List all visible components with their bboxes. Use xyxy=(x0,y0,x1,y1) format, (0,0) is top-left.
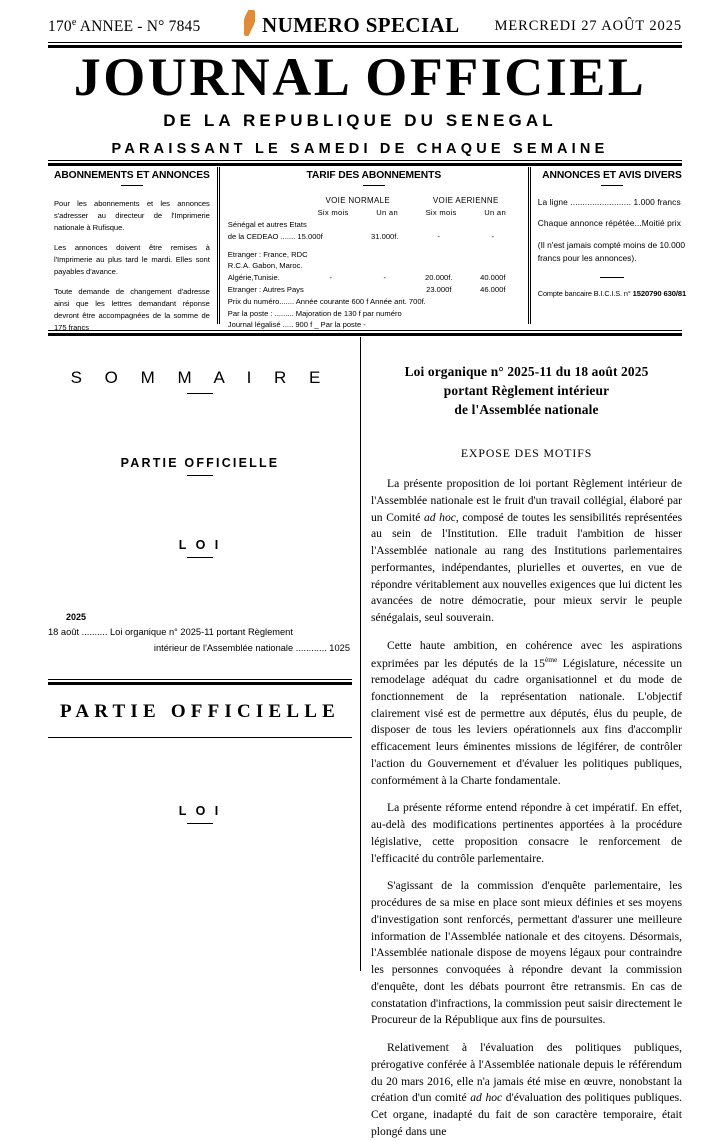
rule-below-partie-officielle xyxy=(48,737,352,738)
sommaire-entry-line2: intérieur de l'Assemblée nationale ............ 1025 xyxy=(153,643,350,654)
six-mois-label: Six mois xyxy=(317,208,349,218)
tariff-row: Etranger : Autres Pays 23.000f 46.000f xyxy=(227,284,506,294)
sommaire-dash xyxy=(187,557,213,558)
law-paragraph: S'agissant de la commission d'enquête parlementaire, les procédures de sa mise en place sont mieux définies et ses moyens d'investigation sont renforcés, permettant d'assurer une meilleure information de l'Assemblée nationale et des citoyens. Désormais, l'Assemblée nationale dispose de moyens légaux pour contraindre les personnes convoquées à répondre devant la commission d'enquête, dont les débats pourront être retransmis. En cas de constatation d'infractions, la commission peut saisir directement le Procureur de la République aux fins de poursuites. xyxy=(371,879,682,1027)
publication-title: JOURNAL OFFICIEL xyxy=(73,47,647,107)
sommaire-loi-heading: L O I xyxy=(178,538,222,552)
sommaire-entry-year: 2025 xyxy=(66,612,87,622)
sommaire-dash xyxy=(187,475,213,476)
law-paragraph: La présente proposition de loi portant Règlement intérieur de l'Assemblée nationale est le fruit d'un travail collégial, élaboré par un Comité ad hoc, composé de toutes les sensibilités représentées au sein de l'Institution. Elle traduit l'ambition de hisser l'Assemblée nationale au rang des Institutions parlementaires performantes, indépendantes, plurielles et ouvertes, en vue de répondre véritablement aux nouvelles exigences que lui dictent les avancées de notre démocratie, pour mieux servir le peuple sénégalais, seul souverain. xyxy=(371,477,682,625)
subscriptions-paragraph: Toute demande de changement d'adresse ainsi que les lettres demandant réponse devront être accompagnées de la somme de 175 francs xyxy=(54,286,210,332)
subscriptions-paragraph: Les annonces doivent être remises à l'Imprimerie au plus tard le mardi. Elles sont payables d'avance. xyxy=(54,242,210,276)
voie-normale-header: VOIE NORMALE Six mois Un an xyxy=(317,196,398,218)
sommaire-dash xyxy=(187,393,213,394)
heading-dash xyxy=(121,185,143,186)
tariff-note: Par la poste : ......... Majoration de 130 f par numéro xyxy=(227,308,402,318)
section-loi-dash xyxy=(187,823,213,824)
tariff-col-headers xyxy=(228,195,520,219)
announcements-heading: ANNONCES ET AVIS DIVERS xyxy=(542,170,682,181)
law-title-line2: portant Règlement intérieur xyxy=(443,383,610,399)
numero-special-label: NUMERO SPECIAL xyxy=(262,13,460,37)
issue-date: MERCREDI 27 AOÛT 2025 xyxy=(494,18,682,34)
tariff-row: Sénégal et autres Etats xyxy=(227,220,307,230)
sommaire-entry[interactable] xyxy=(48,610,352,657)
tariff-box xyxy=(219,167,529,330)
column-divider xyxy=(360,337,361,971)
section-loi-heading: L O I xyxy=(178,803,222,818)
rule-below-info-band xyxy=(48,330,682,336)
subscriptions-heading: ABONNEMENTS ET ANNONCES xyxy=(54,170,210,181)
tariff-row: Etranger : France, RDC xyxy=(227,249,308,259)
un-an-label: Un an xyxy=(484,208,506,218)
bank-account-line: Compte bancaire B.I.C.I.S. n° 1520790 630/81 xyxy=(537,289,687,299)
law-title xyxy=(371,362,682,419)
tariff-heading: TARIF DES ABONNEMENTS xyxy=(306,170,442,181)
rule-above-partie-officielle xyxy=(48,679,352,685)
issue-year-number: 170e ANNEE - N° 7845 xyxy=(48,17,201,36)
tariff-row: de la CEDEAO ....... 15.000f 31.000f. - - xyxy=(227,231,495,241)
slash-mark-icon xyxy=(244,10,255,36)
section-partie-officielle: PARTIE OFFICIELLE xyxy=(59,700,341,722)
tariff-table xyxy=(228,195,520,331)
sommaire-title: S O M M A I R E xyxy=(70,368,330,387)
subscriptions-box xyxy=(48,167,216,332)
law-title-line1: Loi organique n° 2025-11 du 18 août 2025 xyxy=(404,364,649,379)
info-band xyxy=(48,167,687,332)
tariff-note: Prix du numéro....... Année courante 600 f Année ant. 700f. xyxy=(227,296,426,306)
tariff-note: Journal légalisé ..... 900 f _ Par la poste - xyxy=(227,320,366,330)
numero-special-group xyxy=(244,12,460,38)
heading-dash xyxy=(601,185,623,186)
expose-des-motifs-heading: EXPOSE DES MOTIFS xyxy=(460,446,593,461)
announcements-box xyxy=(532,167,692,324)
subscriptions-paragraph: Pour les abonnements et les annonces s'adresser au directeur de l'Imprimerie nationale à Rufisque. xyxy=(54,199,210,232)
law-column xyxy=(371,340,682,1141)
law-title-line3: de l'Assemblée nationale xyxy=(454,402,599,418)
law-paragraph: Cette haute ambition, en cohérence avec les aspirations exprimées par les députés de la 15ème Législature, nécessite un remodelage adéquat du cadre organisationnel et du mode de fonctionnement de la représentation nationale. L'objectif clairement visé est de permettre aux députés, élus du peuple, de disposer de tous les leviers opérationnels aux fins d'accomplir efficacement leurs éminentes missions de légiférer, de contrôler l'action du Gouvernement et d'évaluer les politiques publiques, conformément à la Charte fondamentale. xyxy=(371,638,682,787)
voie-aerienne-header: VOIE AERIENNE Six mois Un an xyxy=(425,196,506,218)
heading-dash xyxy=(363,185,385,186)
tariff-row: Algérie,Tunisie. - - 20.000f. 40.000f xyxy=(227,273,506,283)
announcement-price-line: La ligne ......................... 1.000 francs xyxy=(537,197,681,207)
publication-subtitle: DE LA REPUBLIQUE DU SENEGAL xyxy=(163,111,557,130)
six-mois-label: Six mois xyxy=(425,208,457,218)
masthead-topline xyxy=(48,12,682,46)
law-paragraph: Relativement à l'évaluation des politiques publiques, prérogative conférée à l'Assemblée nationale depuis le référendum du 20 mars 2016, elle n'a jamais été mise en œuvre, nonobstant la création d'un comité ad hoc d'évaluation des politiques publiques. Cet organe, inadapté du fait de son caractère temporaire, était plongé dans une xyxy=(371,1041,683,1138)
section-dash xyxy=(600,277,624,278)
announcement-repeat-line: Chaque annonce répétée...Moitié prix xyxy=(537,218,682,228)
law-paragraph: La présente réforme entend répondre à cet impératif. En effet, au-delà des modifications pertinentes apportées à la procédure législative, cette proposition consacre le renforcement de l'efficacité du contrôle parlementaire. xyxy=(371,801,682,865)
un-an-label: Un an xyxy=(376,208,398,218)
publication-tagline: PARAISSANT LE SAMEDI DE CHAQUE SEMAINE xyxy=(111,141,609,157)
masthead xyxy=(0,47,720,157)
tariff-row: R.C.A. Gabon, Maroc. xyxy=(227,261,303,271)
announcement-minimum-note: (Il n'est jamais compté moins de 10.000 francs pour les annonces). xyxy=(537,240,686,263)
sommaire-entry-line1: 18 août .......... Loi organique n° 2025-11 portant Règlement xyxy=(48,627,293,638)
rule-above-info-band xyxy=(48,160,682,166)
sommaire-partie-officielle: PARTIE OFFICIELLE xyxy=(120,456,280,470)
sommaire-column xyxy=(48,340,352,824)
